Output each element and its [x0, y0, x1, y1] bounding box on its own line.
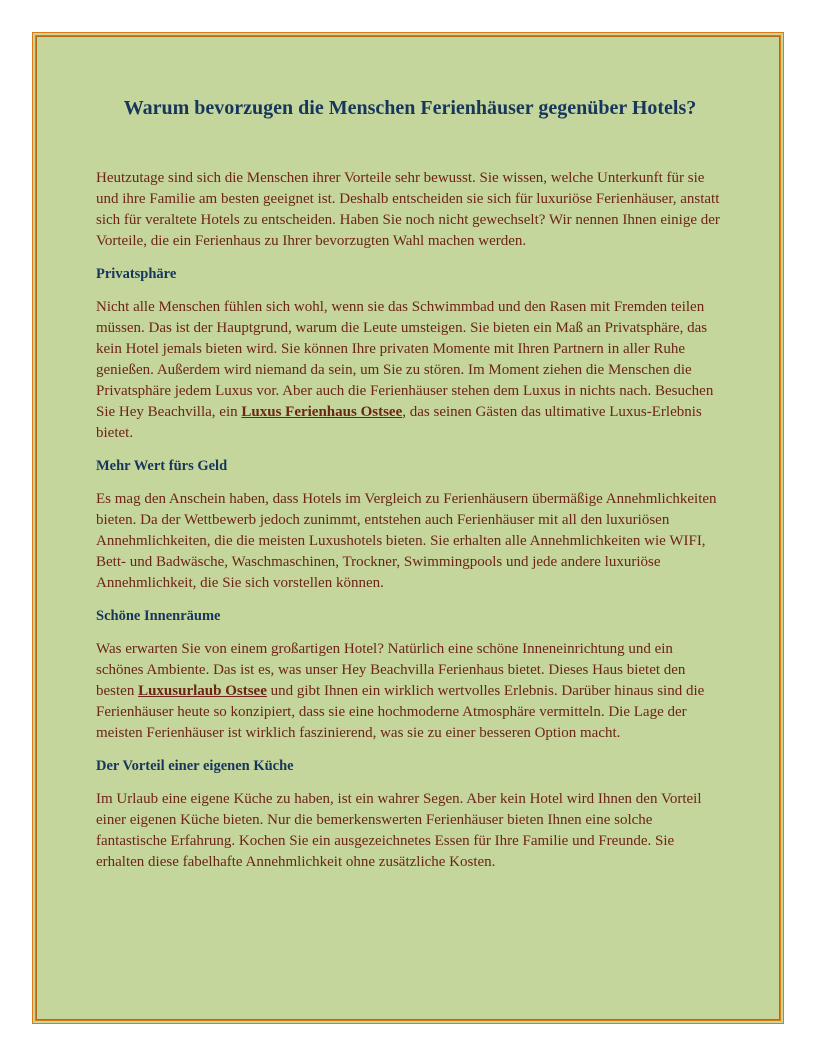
luxusurlaub-link[interactable]: Luxusurlaub Ostsee — [138, 683, 267, 699]
intro-paragraph: Heutzutage sind sich die Menschen ihrer Vorteile sehr bewusst. Sie wissen, welche Unterkunft für sie und ihre Familie am besten geeignet ist. Deshalb entscheiden sie sich für luxuriöse Ferienhäuser, anstatt sich für veraltete Hotels zu entscheiden. Haben Sie noch nicht gewechselt? Wir nennen Ihnen einige der Vorteile, die ein Ferienhaus zu Ihrer bevorzugten Wahl machen werden. — [96, 170, 720, 249]
paragraph-text: und gibt Ihnen ein wirklich wertvolles Erlebnis. Darüber hinaus sind die Ferienhäuser heute so konzipiert, dass sie eine hochmoderne Atmosphäre vermitteln. Die Lage der meisten Ferienhäuser ist wirklich faszinierend, was sie zu einer besseren Option macht. — [96, 683, 705, 741]
document-content — [96, 96, 720, 885]
section-heading-privatsphaere: Privatsphäre — [96, 266, 177, 282]
section-paragraph-innenraeume — [96, 639, 720, 744]
luxus-ferienhaus-link[interactable]: Luxus Ferienhaus Ostsee — [241, 404, 403, 420]
section-paragraph-mehr-wert: Es mag den Anschein haben, dass Hotels im Vergleich zu Ferienhäusern übermäßige Annehmlichkeiten bieten. Da der Wettbewerb jedoch zunimmt, entstehen auch Ferienhäuser mit all den luxuriösen Annehmlichkeiten, die die meisten Luxushotels bieten. Sie erhalten alle Annehmlichkeiten wie WIFI, Bett- und Badwäsche, Waschmaschinen, Trockner, Swimmingpools und jede andere luxuriöse Annehmlichkeit, die Sie sich vorstellen können. — [96, 491, 717, 591]
section-paragraph-kueche: Im Urlaub eine eigene Küche zu haben, ist ein wahrer Segen. Aber kein Hotel wird Ihnen den Vorteil einer eigenen Küche bieten. Nur die bemerkenswerten Ferienhäuser bieten Ihnen eine solche fantastische Erfahrung. Kochen Sie ein ausgezeichnetes Essen für Ihre Familie und Freunde. Sie erhalten diese fabelhafte Annehmlichkeit ohne zusätzliche Kosten. — [96, 791, 702, 870]
paragraph-text: Nicht alle Menschen fühlen sich wohl, wenn sie das Schwimmbad und den Rasen mit Fremden teilen müssen. Das ist der Hauptgrund, warum die Leute umsteigen. Sie bieten ein Maß an Privatsphäre, das kein Hotel jemals bieten wird. Sie können Ihre privaten Momente mit Ihren Partnern in aller Ruhe genießen. Außerdem wird niemand da sein, um Sie zu stören. Im Moment ziehen die Menschen die Privatsphäre jedem Luxus vor. Aber auch die Ferienhäuser stehen dem Luxus in nichts nach. Besuchen Sie Hey Beachvilla, ein — [96, 299, 714, 420]
paragraph-text: Was erwarten Sie von einem großartigen Hotel? Natürlich eine schöne Inneneinrichtung und ein schönes Ambiente. Das ist es, was unser Hey Beachvilla Ferienhaus bietet. Dieses Haus bietet den besten — [96, 641, 686, 699]
paragraph-text: , das seinen Gästen das ultimative Luxus-Erlebnis bietet. — [96, 404, 702, 441]
document-title: Warum bevorzugen die Menschen Ferienhäuser gegenüber Hotels? — [123, 97, 697, 119]
section-heading-innenraeume: Schöne Innenräume — [96, 608, 221, 624]
section-heading-kueche: Der Vorteil einer eigenen Küche — [96, 758, 294, 774]
section-paragraph-privatsphaere — [96, 297, 720, 444]
section-heading-mehr-wert: Mehr Wert fürs Geld — [96, 458, 228, 474]
